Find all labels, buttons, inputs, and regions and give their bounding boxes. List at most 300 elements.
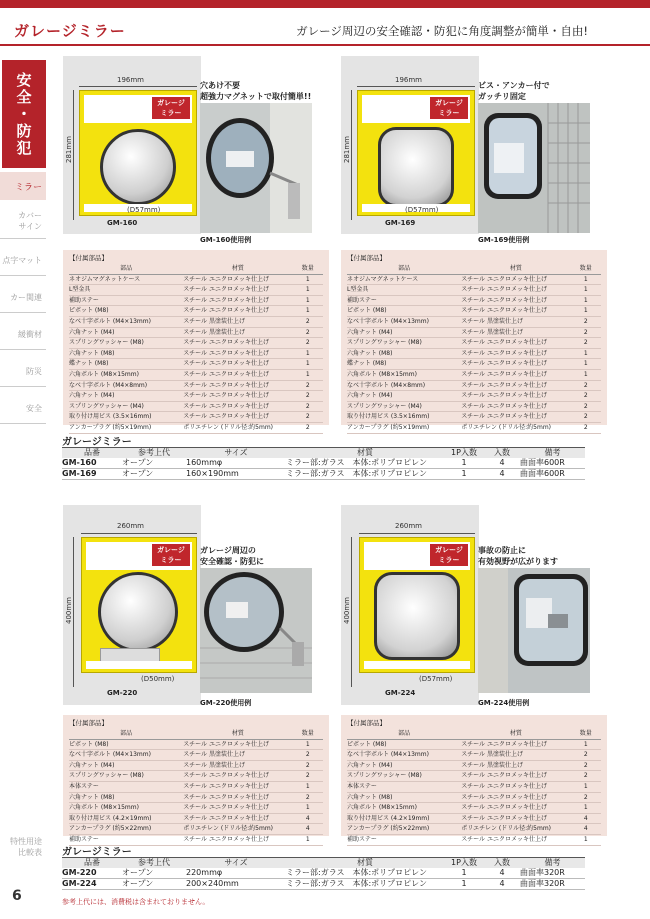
package-image (357, 90, 475, 216)
part-qty: 1 (293, 739, 323, 750)
col-pack: 1P入数 (444, 858, 484, 869)
height-label: 281mm (65, 136, 73, 163)
width-dimension-line (357, 86, 475, 87)
part-name: スプリングワッシャー (M8) (347, 338, 461, 349)
photo-title: 穴あけ不要 超強力マグネットで取付簡単!! (200, 81, 312, 101)
part-name: 本体ステー (347, 781, 461, 792)
col-note: 備考 (520, 858, 585, 869)
parts-row (69, 285, 323, 296)
spec-row (62, 458, 585, 469)
sidebar-item-cover-sign[interactable]: カバー サイン (18, 211, 42, 231)
part-qty: 2 (571, 750, 601, 761)
col-case: 入数 (484, 448, 520, 459)
part-material: スチール ユニクロメッキ仕上げ (461, 401, 570, 412)
spec-code: GM-224 (62, 879, 122, 890)
parts-row (347, 327, 601, 338)
part-material: スチール ユニクロメッキ仕上げ (461, 792, 570, 803)
part-qty: 1 (293, 834, 323, 845)
col-size: サイズ (186, 858, 286, 869)
part-qty: 2 (571, 412, 601, 423)
part-qty: 4 (293, 813, 323, 824)
part-qty: 1 (293, 348, 323, 359)
part-qty: 4 (571, 813, 601, 824)
part-material: スチール ユニクロメッキ仕上げ (461, 739, 570, 750)
spec-table (62, 857, 585, 890)
spec-price: オープン (122, 458, 186, 469)
top-accent-bar (0, 0, 650, 8)
height-label: 400mm (343, 597, 351, 624)
part-qty: 2 (571, 338, 601, 349)
parts-row (347, 285, 601, 296)
part-name: 蝶ナット (M8) (69, 359, 183, 370)
package-footer (364, 661, 470, 669)
part-qty: 1 (571, 739, 601, 750)
part-name: ネオジムマグネットケース (347, 274, 461, 285)
spec-price: オープン (122, 879, 186, 890)
part-material: スチール ユニクロメッキ仕上げ (183, 285, 292, 296)
product-code: GM-220 (107, 689, 138, 697)
part-name: スプリングワッシャー (M8) (69, 771, 183, 782)
parts-list (347, 729, 601, 846)
part-material: スチール ユニクロメッキ仕上げ (461, 771, 570, 782)
spec-material: ミラー部:ガラス 本体:ポリプロピレン (286, 469, 444, 480)
part-material: スチール 黒塗装仕上げ (461, 327, 570, 338)
parts-row (69, 771, 323, 782)
col-note: 備考 (520, 448, 585, 459)
part-name: なべ十字ボルト (M4×13mm) (347, 316, 461, 327)
part-name: 六角ボルト (M8×15mm) (69, 369, 183, 380)
part-material: スチール ユニクロメッキ仕上げ (461, 412, 570, 423)
part-material: ポリエチレン (ドリル径:約5mm) (183, 422, 292, 433)
part-material: スチール 黒塗装仕上げ (183, 750, 292, 761)
height-dimension-line (351, 90, 352, 220)
part-name: ピボット (M8) (69, 306, 183, 317)
part-name: スプリングワッシャー (M4) (69, 401, 183, 412)
part-qty: 1 (293, 274, 323, 285)
usage-photo-gm224 (478, 568, 590, 693)
part-material: スチール 黒塗装仕上げ (183, 760, 292, 771)
part-name: 六角ナット (M4) (347, 327, 461, 338)
part-qty: 2 (571, 391, 601, 402)
parts-row (347, 771, 601, 782)
part-qty: 1 (571, 295, 601, 306)
parts-row (347, 750, 601, 761)
usage-photo-gm220 (200, 568, 312, 693)
sidebar-item-disaster[interactable]: 防災 (26, 367, 42, 376)
spec-size: 160mmφ (186, 458, 286, 469)
part-name: なべ十字ボルト (M4×8mm) (347, 380, 461, 391)
part-material: スチール ユニクロメッキ仕上げ (183, 391, 292, 402)
sidebar-item-car[interactable]: カー関連 (10, 293, 42, 302)
spec-case: 4 (484, 879, 520, 890)
part-name: 補助ステー (69, 295, 183, 306)
col-code: 品番 (62, 448, 122, 459)
width-label: 260mm (395, 522, 422, 530)
parts-row (347, 380, 601, 391)
parts-row (69, 369, 323, 380)
col-case: 入数 (484, 858, 520, 869)
parts-row (347, 306, 601, 317)
part-material: スチール ユニクロメッキ仕上げ (461, 274, 570, 285)
spec-pack: 1 (444, 458, 484, 469)
part-material: スチール ユニクロメッキ仕上げ (461, 391, 570, 402)
width-label: 196mm (117, 76, 144, 84)
part-name: 六角ナット (M4) (69, 391, 183, 402)
parts-row (69, 750, 323, 761)
footnote: 参考上代には、消費税は含まれておりません。 (62, 898, 210, 906)
part-qty: 2 (571, 401, 601, 412)
height-dimension-line (73, 537, 74, 687)
package-image (81, 537, 197, 673)
sidebar-divider (0, 312, 46, 313)
part-name: 補助ステー (69, 834, 183, 845)
spec-case: 4 (484, 458, 520, 469)
package-brand: ガレージ ミラー (430, 544, 468, 566)
height-label: 400mm (65, 597, 73, 624)
usage-photo-gm160 (200, 103, 312, 233)
part-material: スチール 黒塗装仕上げ (461, 760, 570, 771)
part-qty: 2 (293, 792, 323, 803)
part-name: 六角ナット (M8) (69, 792, 183, 803)
col-qty: 数量 (293, 729, 323, 739)
mirror-depth: (D50mm) (141, 675, 175, 683)
part-material: スチール ユニクロメッキ仕上げ (183, 813, 292, 824)
parts-row (69, 781, 323, 792)
part-name: 蝶ナット (M8) (347, 359, 461, 370)
part-qty: 1 (293, 306, 323, 317)
part-qty: 2 (293, 412, 323, 423)
part-qty: 2 (293, 391, 323, 402)
part-qty: 2 (571, 771, 601, 782)
part-name: アンカープラグ (約5×19mm) (69, 422, 183, 433)
package-brand: ガレージ ミラー (152, 97, 190, 119)
package-image (359, 537, 475, 673)
part-name: 取り付け用ビス (4.2×19mm) (347, 813, 461, 824)
parts-row (347, 834, 601, 845)
parts-row (69, 739, 323, 750)
spec-pack: 1 (444, 469, 484, 480)
spec-pack: 1 (444, 879, 484, 890)
col-price: 参考上代 (122, 858, 186, 869)
part-name: なべ十字ボルト (M4×13mm) (347, 750, 461, 761)
parts-row (69, 327, 323, 338)
part-qty: 1 (293, 359, 323, 370)
product-panel-gm220 (63, 505, 201, 705)
sidebar-divider (0, 349, 46, 350)
sidebar-item-safety[interactable]: 安全 (26, 404, 42, 413)
part-qty: 2 (293, 760, 323, 771)
round-mirror (98, 572, 178, 652)
sidebar-divider (0, 275, 46, 276)
part-qty: 2 (293, 380, 323, 391)
spec-size: 200×240mm (186, 879, 286, 890)
part-material: スチール ユニクロメッキ仕上げ (183, 834, 292, 845)
parts-row (347, 401, 601, 412)
sidebar-category-active[interactable]: 安全・防犯 (2, 60, 46, 168)
parts-row (347, 803, 601, 814)
part-qty: 2 (293, 338, 323, 349)
part-name: アンカープラグ (約5×19mm) (347, 422, 461, 433)
parts-list (347, 264, 601, 434)
sidebar-sub-mirror[interactable]: ミラー (0, 172, 46, 200)
parts-row (347, 739, 601, 750)
part-qty: 2 (571, 380, 601, 391)
part-material: スチール ユニクロメッキ仕上げ (183, 338, 292, 349)
parts-row (69, 792, 323, 803)
part-name: 六角ナット (M4) (69, 327, 183, 338)
part-qty: 2 (293, 316, 323, 327)
parts-table-gm220 (63, 715, 329, 843)
col-material: 材質 (183, 264, 292, 274)
col-part: 部品 (347, 729, 461, 739)
spec-note: 曲面率600R (520, 469, 585, 480)
part-name: アンカープラグ (約5×22mm) (347, 824, 461, 835)
spec-material: ミラー部:ガラス 本体:ポリプロピレン (286, 458, 444, 469)
col-material: 材質 (461, 729, 570, 739)
part-material: スチール 黒塗装仕上げ (183, 316, 292, 327)
part-material: スチール 黒塗装仕上げ (183, 327, 292, 338)
parts-row (69, 412, 323, 423)
sidebar-divider (0, 386, 46, 387)
parts-row (347, 824, 601, 835)
part-material: スチール ユニクロメッキ仕上げ (461, 813, 570, 824)
parts-row (69, 348, 323, 359)
part-name: ピボット (M8) (347, 739, 461, 750)
parts-row (347, 391, 601, 402)
spec-table (62, 447, 585, 480)
parts-title: 【付属部品】 (347, 719, 386, 727)
part-name: アンカープラグ (約5×22mm) (69, 824, 183, 835)
part-material: ポリエチレン (ドリル径:約5mm) (461, 824, 570, 835)
parts-row (69, 338, 323, 349)
parts-row (347, 295, 601, 306)
spec-case: 4 (484, 469, 520, 480)
part-qty: 1 (293, 285, 323, 296)
part-qty: 1 (293, 369, 323, 380)
parts-row (347, 316, 601, 327)
part-material: スチール 黒塗装仕上げ (461, 316, 570, 327)
part-qty: 2 (571, 792, 601, 803)
part-qty: 1 (571, 803, 601, 814)
part-name: 六角ナット (M8) (347, 348, 461, 359)
parts-row (347, 760, 601, 771)
mirror-depth: (D57mm) (405, 206, 439, 214)
part-material: スチール ユニクロメッキ仕上げ (183, 401, 292, 412)
page-title: ガレージミラー (14, 22, 126, 40)
parts-row (69, 422, 323, 433)
page-number: 6 (12, 888, 22, 904)
width-label: 196mm (395, 76, 422, 84)
part-name: 六角ナット (M4) (347, 760, 461, 771)
spec-note: 曲面率320R (520, 879, 585, 890)
part-name: 本体ステー (69, 781, 183, 792)
col-material: 材質 (286, 858, 444, 869)
col-pack: 1P入数 (444, 448, 484, 459)
product-panel-gm169 (341, 56, 479, 234)
spec-material: ミラー部:ガラス 本体:ポリプロピレン (286, 868, 444, 879)
mirror-depth: (D57mm) (419, 675, 453, 683)
part-material: スチール ユニクロメッキ仕上げ (461, 369, 570, 380)
part-material: スチール 黒塗装仕上げ (461, 750, 570, 761)
part-name: 六角ボルト (M8×15mm) (347, 803, 461, 814)
part-material: スチール ユニクロメッキ仕上げ (183, 348, 292, 359)
part-qty: 2 (571, 316, 601, 327)
round-mirror (100, 129, 176, 205)
parts-row (69, 306, 323, 317)
part-material: スチール ユニクロメッキ仕上げ (183, 792, 292, 803)
part-material: スチール ユニクロメッキ仕上げ (183, 771, 292, 782)
parts-row (347, 813, 601, 824)
col-code: 品番 (62, 858, 122, 869)
parts-row (69, 813, 323, 824)
part-name: L型金具 (69, 285, 183, 296)
photo-title: 事故の防止に 有効視野が広がります (478, 546, 558, 566)
part-name: 六角ナット (M4) (347, 391, 461, 402)
sidebar-item-cushion[interactable]: 緩衝材 (18, 330, 42, 339)
title-divider (0, 44, 650, 46)
part-name: なべ十字ボルト (M4×8mm) (69, 380, 183, 391)
spec-code: GM-220 (62, 868, 122, 879)
parts-list (69, 729, 323, 846)
part-name: 補助ステー (347, 834, 461, 845)
part-material: スチール ユニクロメッキ仕上げ (461, 803, 570, 814)
parts-row (347, 348, 601, 359)
product-code: GM-169 (385, 219, 416, 227)
parts-list (69, 264, 323, 434)
part-material: スチール ユニクロメッキ仕上げ (183, 359, 292, 370)
parts-row (69, 274, 323, 285)
spec-code: GM-169 (62, 469, 122, 480)
part-material: スチール ユニクロメッキ仕上げ (461, 781, 570, 792)
part-name: ピボット (M8) (347, 306, 461, 317)
part-qty: 1 (571, 369, 601, 380)
part-qty: 1 (571, 306, 601, 317)
part-material: ポリエチレン (ドリル径:約5mm) (183, 824, 292, 835)
page-headline: ガレージ周辺の安全確認・防犯に角度調整が簡単・自由! (296, 24, 588, 38)
spec-note: 曲面率600R (520, 458, 585, 469)
part-qty: 4 (571, 824, 601, 835)
part-qty: 1 (571, 274, 601, 285)
height-dimension-line (73, 90, 74, 220)
rectangular-mirror (374, 572, 460, 660)
spec-price: オープン (122, 469, 186, 480)
part-name: ネオジムマグネットケース (69, 274, 183, 285)
photo-caption: GM-224使用例 (478, 699, 530, 707)
part-name: 六角ナット (M8) (347, 792, 461, 803)
parts-row (347, 412, 601, 423)
spec-price: オープン (122, 868, 186, 879)
parts-row (69, 316, 323, 327)
part-qty: 1 (571, 359, 601, 370)
parts-row (69, 380, 323, 391)
part-name: 補助ステー (347, 295, 461, 306)
col-price: 参考上代 (122, 448, 186, 459)
parts-row (347, 274, 601, 285)
parts-row (69, 760, 323, 771)
package-brand: ガレージ ミラー (152, 544, 190, 566)
part-name: スプリングワッシャー (M8) (69, 338, 183, 349)
parts-table-gm169 (341, 250, 607, 431)
parts-row (69, 401, 323, 412)
part-material: スチール ユニクロメッキ仕上げ (183, 369, 292, 380)
photo-caption: GM-160使用例 (200, 236, 252, 244)
photo-caption: GM-220使用例 (200, 699, 252, 707)
spec-code: GM-160 (62, 458, 122, 469)
spec-note: 曲面率320R (520, 868, 585, 879)
part-material: スチール ユニクロメッキ仕上げ (183, 412, 292, 423)
part-material: スチール ユニクロメッキ仕上げ (183, 380, 292, 391)
col-size: サイズ (186, 448, 286, 459)
col-material: 材質 (461, 264, 570, 274)
parts-row (69, 824, 323, 835)
sidebar-item-comparison[interactable]: 特性用途 比較表 (10, 837, 42, 857)
part-qty: 1 (571, 834, 601, 845)
height-dimension-line (351, 537, 352, 687)
parts-row (69, 295, 323, 306)
part-material: スチール ユニクロメッキ仕上げ (461, 359, 570, 370)
parts-row (69, 803, 323, 814)
part-name: スプリングワッシャー (M4) (347, 401, 461, 412)
sidebar-item-braille-mat[interactable]: 点字マット (2, 256, 42, 265)
part-name: 取り付け用ビス (3.5×16mm) (347, 412, 461, 423)
part-qty: 2 (293, 327, 323, 338)
part-material: スチール ユニクロメッキ仕上げ (461, 285, 570, 296)
part-name: スプリングワッシャー (M8) (347, 771, 461, 782)
part-name: 六角ナット (M8) (69, 348, 183, 359)
part-material: スチール ユニクロメッキ仕上げ (183, 274, 292, 285)
spec-row (62, 868, 585, 879)
part-name: ピボット (M8) (69, 739, 183, 750)
parts-row (69, 391, 323, 402)
part-material: スチール ユニクロメッキ仕上げ (461, 338, 570, 349)
part-name: なべ十字ボルト (M4×13mm) (69, 750, 183, 761)
part-name: なべ十字ボルト (M4×13mm) (69, 316, 183, 327)
col-part: 部品 (69, 264, 183, 274)
part-qty: 2 (293, 401, 323, 412)
part-material: スチール ユニクロメッキ仕上げ (183, 739, 292, 750)
parts-row (347, 359, 601, 370)
part-material: スチール ユニクロメッキ仕上げ (461, 348, 570, 359)
spec-size: 220mmφ (186, 868, 286, 879)
spec-pack: 1 (444, 868, 484, 879)
part-qty: 2 (293, 750, 323, 761)
part-qty: 1 (571, 781, 601, 792)
part-name: 取り付け用ビス (4.2×19mm) (69, 813, 183, 824)
part-qty: 1 (293, 781, 323, 792)
rectangular-mirror (378, 127, 454, 207)
product-code: GM-224 (385, 689, 416, 697)
width-label: 260mm (117, 522, 144, 530)
sidebar-divider (0, 238, 46, 239)
parts-row (347, 792, 601, 803)
usage-photo-gm169 (478, 103, 590, 233)
height-label: 281mm (343, 136, 351, 163)
photo-title: ビス・アンカー付で ガッチリ固定 (478, 81, 550, 101)
part-qty: 1 (571, 285, 601, 296)
part-material: スチール ユニクロメッキ仕上げ (183, 306, 292, 317)
part-qty: 2 (571, 760, 601, 771)
spec-material: ミラー部:ガラス 本体:ポリプロピレン (286, 879, 444, 890)
parts-row (347, 338, 601, 349)
parts-title: 【付属部品】 (69, 254, 108, 262)
part-qty: 2 (571, 327, 601, 338)
part-qty: 2 (571, 422, 601, 433)
col-qty: 数量 (571, 264, 601, 274)
col-material: 材質 (183, 729, 292, 739)
sidebar-divider (0, 423, 46, 424)
part-name: 六角ナット (M4) (69, 760, 183, 771)
part-qty: 4 (293, 824, 323, 835)
